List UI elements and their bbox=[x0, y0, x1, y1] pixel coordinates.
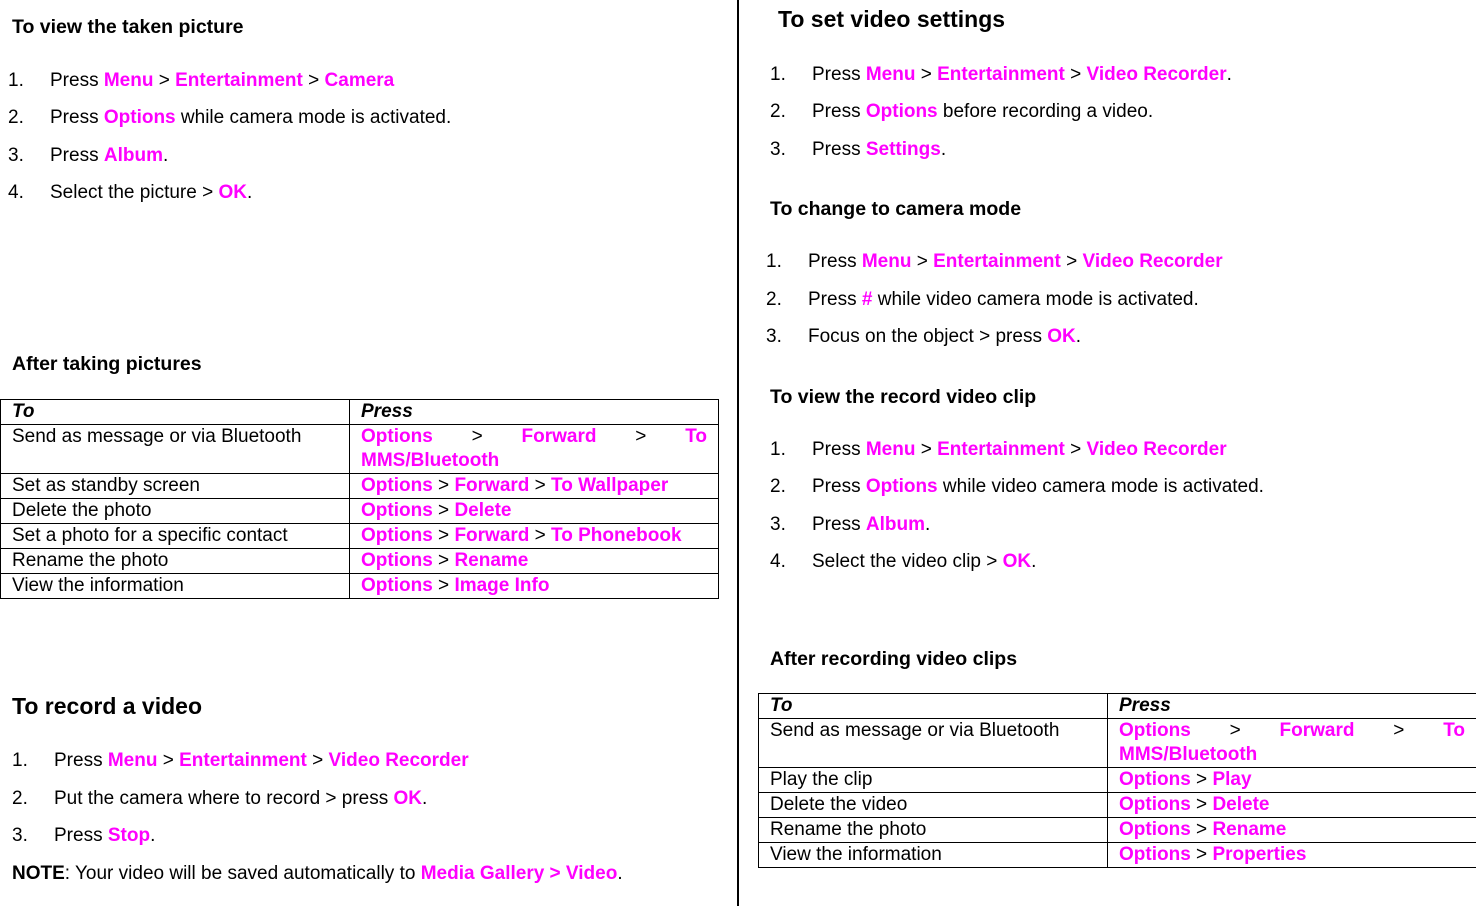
cell-press bbox=[350, 425, 719, 474]
keyword: Options bbox=[865, 476, 938, 497]
text-run: > bbox=[596, 426, 686, 447]
text-run: > bbox=[529, 475, 552, 496]
keyword: Entertainment bbox=[933, 251, 1061, 272]
cell-press bbox=[1108, 768, 1476, 793]
step-number: 2. bbox=[766, 289, 782, 310]
table-row bbox=[759, 768, 1476, 793]
keyword: Menu bbox=[865, 439, 916, 460]
note-end: . bbox=[617, 863, 623, 884]
keyword: Forward bbox=[1279, 720, 1355, 741]
keyword: Camera bbox=[324, 70, 395, 91]
text-run: > bbox=[432, 475, 455, 496]
keyword: Menu bbox=[861, 251, 912, 272]
section-title-view-picture: To view the taken picture bbox=[12, 16, 244, 38]
section-title-view-clip: To view the record video clip bbox=[770, 386, 1037, 408]
table-row bbox=[759, 793, 1476, 818]
keyword: Menu bbox=[107, 750, 158, 771]
text-run: > bbox=[306, 750, 329, 771]
text-run: . bbox=[246, 182, 253, 203]
cell-to: Play the clip bbox=[759, 768, 1108, 793]
step-text bbox=[812, 514, 930, 536]
step-text bbox=[50, 107, 451, 129]
section-title-after-clips: After recording video clips bbox=[770, 648, 1018, 670]
keyword: Options bbox=[361, 426, 433, 447]
cell-press bbox=[350, 474, 719, 499]
step-text bbox=[50, 182, 252, 204]
table-row bbox=[759, 719, 1476, 768]
cell-to: Rename the photo bbox=[1, 549, 350, 574]
keyword: Options bbox=[361, 575, 433, 596]
note-link: Media Gallery > Video bbox=[420, 863, 618, 884]
step-number: 2. bbox=[770, 101, 786, 122]
step-text bbox=[812, 101, 1153, 123]
keyword: Delete bbox=[454, 500, 512, 521]
cell-to: View the information bbox=[759, 843, 1108, 868]
after-pictures-table bbox=[0, 399, 719, 599]
step-number: 1. bbox=[766, 251, 782, 272]
text-run: > bbox=[1064, 64, 1087, 85]
table-row bbox=[759, 818, 1476, 843]
text-run: > bbox=[1190, 794, 1213, 815]
text-run: Press bbox=[812, 64, 866, 85]
column-divider bbox=[737, 0, 739, 906]
text-run: Press bbox=[812, 476, 866, 497]
keyword: Menu bbox=[103, 70, 154, 91]
cell-to: Delete the photo bbox=[1, 499, 350, 524]
text-run: Focus on the object > press bbox=[808, 326, 1048, 347]
text-run: > bbox=[1190, 769, 1213, 790]
header-to: To bbox=[759, 694, 1108, 719]
step-text bbox=[808, 289, 1199, 311]
step-text bbox=[812, 64, 1232, 86]
keyword: OK bbox=[1047, 326, 1076, 347]
keyword: To Phonebook bbox=[551, 525, 682, 546]
section-title-after-pictures: After taking pictures bbox=[12, 353, 202, 375]
step-number: 1. bbox=[770, 64, 786, 85]
note-label: NOTE bbox=[12, 863, 65, 884]
section-title-record-video: To record a video bbox=[12, 693, 203, 719]
keyword: Options bbox=[1119, 769, 1191, 790]
text-run: > bbox=[1190, 844, 1213, 865]
text-run: > bbox=[1060, 251, 1083, 272]
keyword: Play bbox=[1212, 769, 1252, 790]
keyword: Delete bbox=[1212, 794, 1270, 815]
keyword: Video Recorder bbox=[1082, 251, 1223, 272]
step-text bbox=[812, 476, 1264, 498]
keyword: To Wallpaper bbox=[551, 475, 669, 496]
step-text bbox=[50, 145, 168, 167]
keyword: Forward bbox=[454, 525, 530, 546]
keyword: Forward bbox=[454, 475, 530, 496]
text-run: > bbox=[911, 251, 934, 272]
step-text bbox=[812, 551, 1036, 573]
keyword: Options bbox=[103, 107, 176, 128]
keyword: To MMS/Bluetooth bbox=[361, 426, 708, 471]
text-run: Press bbox=[812, 139, 866, 160]
text-run: . bbox=[1031, 551, 1037, 572]
step-number: 3. bbox=[766, 326, 782, 347]
keyword: Rename bbox=[454, 550, 529, 571]
step-number: 3. bbox=[770, 514, 786, 535]
text-run: > bbox=[157, 750, 180, 771]
keyword: Album bbox=[103, 145, 163, 166]
text-run: Press bbox=[50, 145, 104, 166]
keyword: Options bbox=[1119, 819, 1191, 840]
cell-press bbox=[350, 574, 719, 599]
step-number: 3. bbox=[12, 825, 28, 846]
keyword: Properties bbox=[1212, 844, 1307, 865]
table-row bbox=[1, 474, 719, 499]
text-run: while video camera mode is activated. bbox=[872, 289, 1199, 310]
text-run: . bbox=[162, 145, 169, 166]
text-run: . bbox=[924, 514, 931, 535]
step-number: 3. bbox=[770, 139, 786, 160]
header-to: To bbox=[1, 400, 350, 425]
cell-to: View the information bbox=[1, 574, 350, 599]
table-row bbox=[1, 549, 719, 574]
text-run: > bbox=[915, 64, 938, 85]
text-run: > bbox=[432, 575, 455, 596]
keyword: Options bbox=[1119, 720, 1191, 741]
keyword: Entertainment bbox=[937, 439, 1065, 460]
text-run: . bbox=[940, 139, 947, 160]
step-number: 2. bbox=[8, 107, 24, 128]
text-run: > bbox=[432, 426, 522, 447]
text-run: > bbox=[1190, 819, 1213, 840]
cell-press bbox=[350, 549, 719, 574]
header-press: Press bbox=[1108, 694, 1476, 719]
section-title-camera-mode: To change to camera mode bbox=[770, 198, 1022, 220]
text-run: Press bbox=[808, 289, 862, 310]
cell-press bbox=[1108, 793, 1476, 818]
text-run: Press bbox=[50, 70, 104, 91]
step-text bbox=[808, 251, 1223, 273]
text-run: Press bbox=[812, 101, 866, 122]
table-header-row bbox=[1, 400, 719, 425]
step-text bbox=[812, 139, 946, 161]
step-number: 1. bbox=[8, 70, 24, 91]
keyword: Video Recorder bbox=[1086, 64, 1227, 85]
cell-to: Set a photo for a specific contact bbox=[1, 524, 350, 549]
text-run: Put the camera where to record > press bbox=[54, 788, 394, 809]
text-run: while video camera mode is activated. bbox=[937, 476, 1264, 497]
text-run: > bbox=[1064, 439, 1087, 460]
step-number: 1. bbox=[770, 439, 786, 460]
keyword: Options bbox=[361, 500, 433, 521]
step-text bbox=[54, 750, 469, 772]
section-title-video-settings: To set video settings bbox=[778, 6, 1006, 32]
text-run: . bbox=[422, 788, 428, 809]
table-row bbox=[1, 574, 719, 599]
keyword: Entertainment bbox=[937, 64, 1065, 85]
keyword: Album bbox=[865, 514, 925, 535]
text-run: Press bbox=[812, 514, 866, 535]
text-run: > bbox=[432, 550, 455, 571]
keyword: Image Info bbox=[454, 575, 550, 596]
step-number: 4. bbox=[770, 551, 786, 572]
note-line bbox=[12, 863, 623, 885]
step-number: 1. bbox=[12, 750, 28, 771]
text-run: > bbox=[153, 70, 176, 91]
text-run: > bbox=[432, 525, 455, 546]
cell-press bbox=[1108, 719, 1476, 768]
text-run: Select the picture > bbox=[50, 182, 219, 203]
step-number: 4. bbox=[8, 182, 24, 203]
keyword: Options bbox=[1119, 794, 1191, 815]
step-text bbox=[812, 439, 1227, 461]
text-run: Press bbox=[812, 439, 866, 460]
keyword: Menu bbox=[865, 64, 916, 85]
text-run: Press bbox=[808, 251, 862, 272]
keyword: To MMS/Bluetooth bbox=[1119, 720, 1466, 765]
step-number: 2. bbox=[12, 788, 28, 809]
step-text bbox=[54, 825, 155, 847]
text-run: > bbox=[915, 439, 938, 460]
cell-press bbox=[350, 524, 719, 549]
keyword: Options bbox=[361, 550, 433, 571]
cell-to: Rename the photo bbox=[759, 818, 1108, 843]
keyword: Stop bbox=[107, 825, 151, 846]
text-run: Press bbox=[54, 825, 108, 846]
text-run: > bbox=[1354, 720, 1444, 741]
keyword: Rename bbox=[1212, 819, 1287, 840]
cell-press bbox=[1108, 843, 1476, 868]
after-clips-table bbox=[758, 693, 1476, 868]
text-run: . bbox=[1226, 64, 1232, 85]
text-run: before recording a video. bbox=[937, 101, 1154, 122]
keyword: OK bbox=[218, 182, 247, 203]
table-row bbox=[1, 524, 719, 549]
keyword: # bbox=[861, 289, 873, 310]
cell-to: Send as message or via Bluetooth bbox=[1, 425, 350, 474]
keyword: Settings bbox=[865, 139, 941, 160]
step-text bbox=[808, 326, 1081, 348]
keyword: Options bbox=[1119, 844, 1191, 865]
text-run: . bbox=[1075, 326, 1081, 347]
text-run: > bbox=[432, 500, 455, 521]
cell-to: Set as standby screen bbox=[1, 474, 350, 499]
table-row bbox=[1, 425, 719, 474]
keyword: Entertainment bbox=[179, 750, 307, 771]
cell-to: Send as message or via Bluetooth bbox=[759, 719, 1108, 768]
keyword: Video Recorder bbox=[1086, 439, 1227, 460]
cell-press bbox=[350, 499, 719, 524]
header-press: Press bbox=[350, 400, 719, 425]
text-run: Select the video clip > bbox=[812, 551, 1003, 572]
step-text bbox=[50, 70, 394, 92]
keyword: Options bbox=[361, 525, 433, 546]
text-run: Press bbox=[54, 750, 108, 771]
cell-to: Delete the video bbox=[759, 793, 1108, 818]
cell-press bbox=[1108, 818, 1476, 843]
keyword: Options bbox=[361, 475, 433, 496]
step-number: 3. bbox=[8, 145, 24, 166]
text-run: > bbox=[1190, 720, 1280, 741]
step-text bbox=[54, 788, 427, 810]
table-header-row bbox=[759, 694, 1476, 719]
text-run: > bbox=[529, 525, 552, 546]
text-run: Press bbox=[50, 107, 104, 128]
keyword: Video Recorder bbox=[328, 750, 469, 771]
text-run: > bbox=[302, 70, 325, 91]
step-number: 2. bbox=[770, 476, 786, 497]
table-row bbox=[1, 499, 719, 524]
text-run: while camera mode is activated. bbox=[175, 107, 452, 128]
keyword: OK bbox=[1002, 551, 1032, 572]
note-text: : Your video will be saved automatically to bbox=[64, 863, 421, 884]
keyword: OK bbox=[393, 788, 423, 809]
keyword: Options bbox=[865, 101, 938, 122]
table-row bbox=[759, 843, 1476, 868]
keyword: Forward bbox=[521, 426, 597, 447]
keyword: Entertainment bbox=[175, 70, 303, 91]
text-run: . bbox=[150, 825, 156, 846]
